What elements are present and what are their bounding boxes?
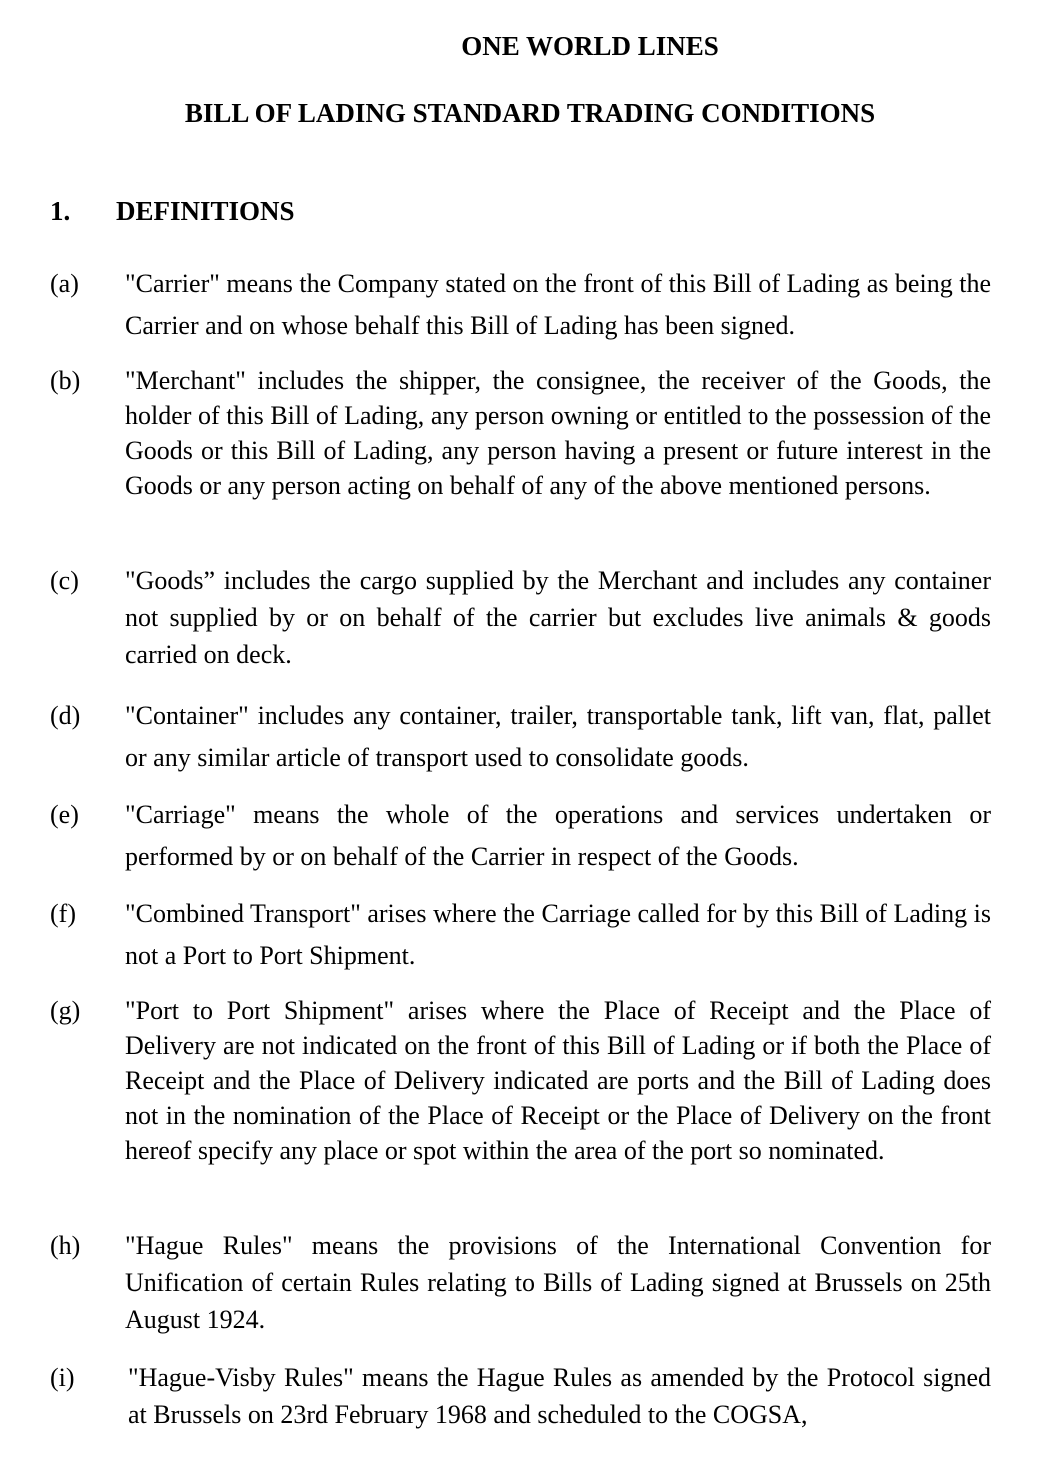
definition-text: "Combined Transport" arises where the Carriage called for by this Bill of Lading is not a Port to Port Shipment.	[125, 899, 991, 970]
definition-text: "Port to Port Shipment" arises where the Place of Receipt and the Place of Delivery are not indicated on the front of this Bill of Lading or if both the Place of Receipt and the Place of Delivery indicated are ports and the Bill of Lading does not in the nomination of the Place of Receipt or the Place of Delivery on the front hereof specify any place or spot within the area of the port so nominated.	[125, 996, 991, 1165]
definition-marker: (d)	[50, 701, 81, 730]
definition-marker: (i)	[50, 1363, 75, 1392]
definition-text: "Carriage" means the whole of the operations and services undertaken or performed by or on behalf of the Carrier in respect of the Goods.	[125, 800, 991, 871]
document-title: BILL OF LADING STANDARD TRADING CONDITIONS	[184, 98, 876, 128]
definition-item	[50, 363, 992, 503]
definition-text: "Goods” includes the cargo supplied by the Merchant and includes any container not supplied by or on behalf of the carrier but excludes live animals & goods carried on deck.	[125, 566, 991, 669]
definition-marker: (c)	[50, 566, 79, 595]
definition-marker: (a)	[50, 269, 79, 298]
definition-item	[50, 1227, 992, 1338]
definition-text: "Container" includes any container, trailer, transportable tank, lift van, flat, pallet or any similar article of transport used to consolidate goods.	[125, 701, 991, 772]
definition-marker: (g)	[50, 996, 81, 1025]
section-title: DEFINITIONS	[116, 196, 295, 226]
definition-marker: (b)	[50, 366, 81, 395]
definition-text: "Merchant" includes the shipper, the consignee, the receiver of the Goods, the holder of this Bill of Lading, any person owning or entitled to the possession of the Goods or this Bill of Lading, any person having a present or future interest in the Goods or any person acting on behalf of any of the above mentioned persons.	[125, 366, 991, 500]
section-heading	[50, 198, 295, 225]
company-name: ONE WORLD LINES	[461, 31, 719, 61]
definition-item	[50, 695, 992, 779]
definition-item	[50, 794, 992, 878]
definition-item	[50, 893, 992, 977]
definition-item	[50, 1359, 992, 1433]
definition-text: "Carrier" means the Company stated on the front of this Bill of Lading as being the Carrier and on whose behalf this Bill of Lading has been signed.	[125, 269, 991, 340]
definition-marker: (h)	[50, 1231, 81, 1260]
definition-text: "Hague-Visby Rules" means the Hague Rules as amended by the Protocol signed at Brussels on 23rd February 1968 and scheduled to the COGSA,	[128, 1363, 991, 1429]
definition-marker: (f)	[50, 899, 76, 928]
definition-item	[50, 263, 992, 347]
definition-marker: (e)	[50, 800, 79, 829]
section-number: 1.	[50, 196, 71, 226]
definition-item	[50, 562, 992, 673]
definition-item	[50, 993, 992, 1168]
definition-text: "Hague Rules" means the provisions of the International Convention for Unification of certain Rules relating to Bills of Lading signed at Brussels on 25th August 1924.	[125, 1231, 991, 1334]
